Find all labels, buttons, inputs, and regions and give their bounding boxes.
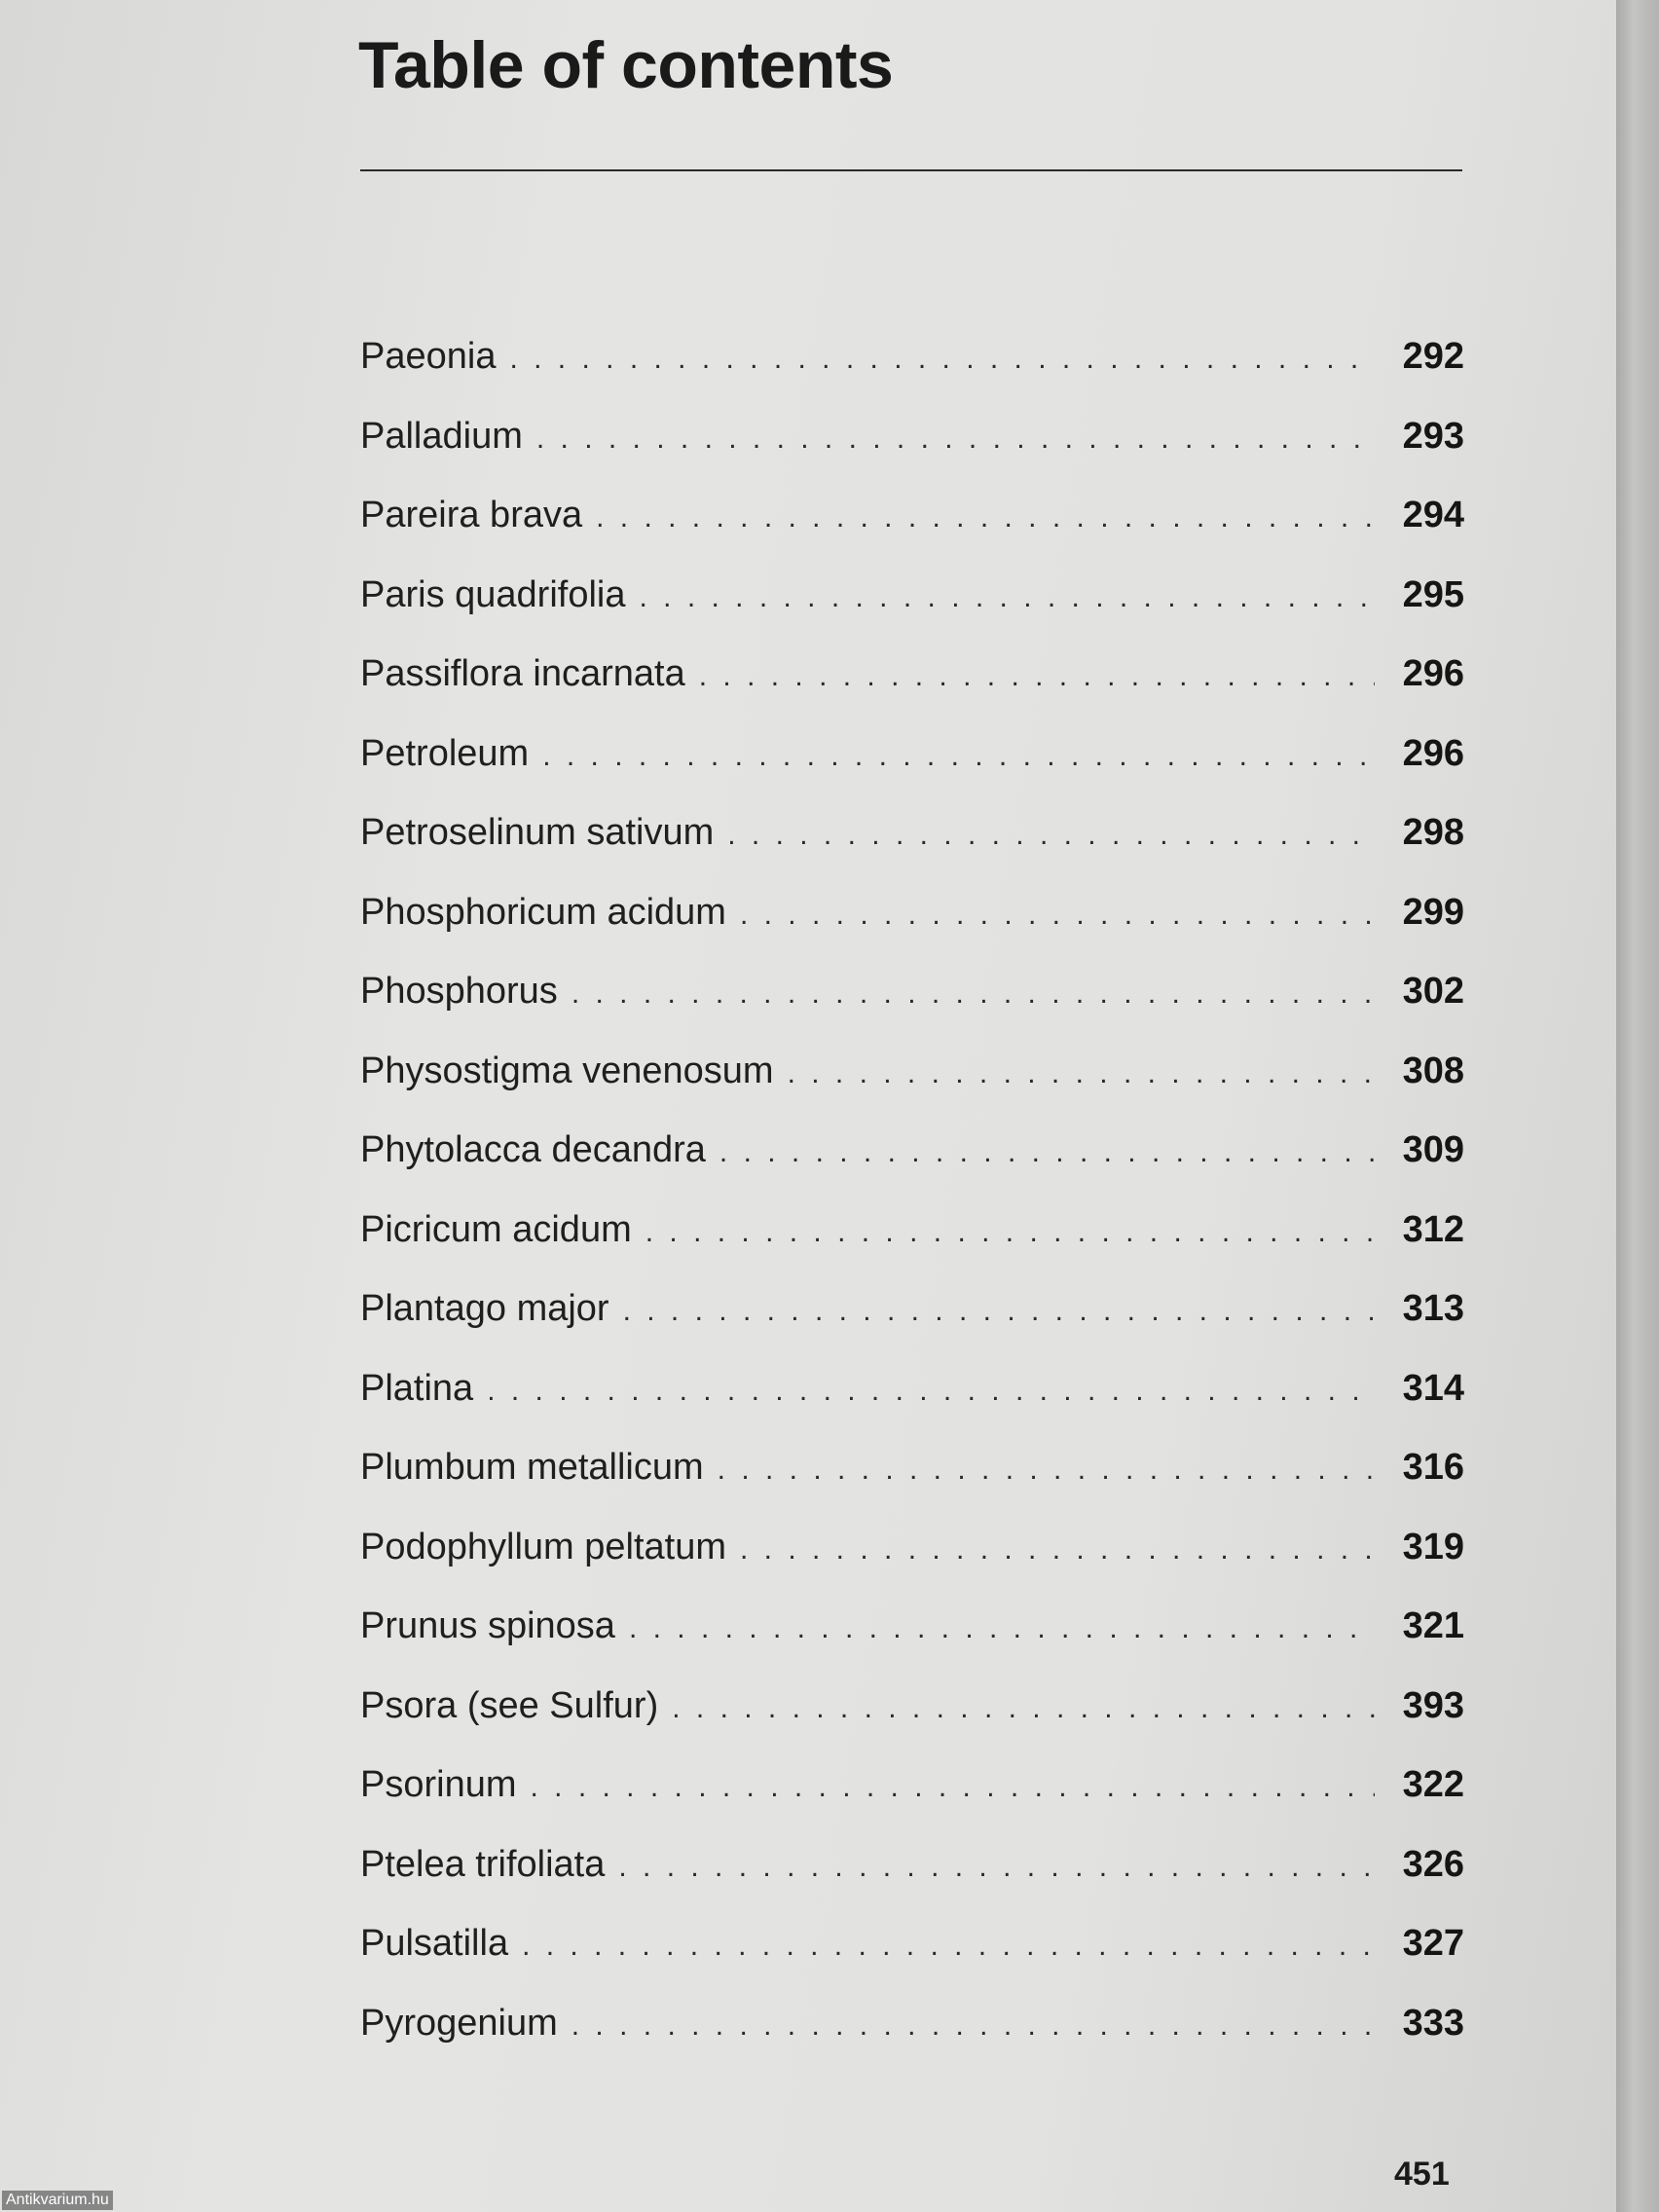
toc-entry xyxy=(360,1209,1464,1289)
toc-entry-page: 322 xyxy=(1402,1764,1464,1805)
toc-entry-name: Passiflora incarnata xyxy=(360,653,685,694)
toc-entry xyxy=(360,1685,1464,1765)
toc-leader-dots xyxy=(522,1930,1375,1963)
toc-entry-name: Pulsatilla xyxy=(360,1923,509,1964)
toc-entry-page: 313 xyxy=(1402,1288,1464,1329)
toc-entry xyxy=(360,812,1464,892)
toc-entry-name: Picricum acidum xyxy=(360,1208,632,1250)
toc-leader-dots xyxy=(618,1851,1375,1884)
toc-entry-page: 316 xyxy=(1402,1447,1464,1488)
toc-leader-dots xyxy=(719,1136,1375,1169)
toc-leader-dots xyxy=(672,1692,1375,1725)
toc-entry-name: Physostigma venenosum xyxy=(360,1050,774,1091)
toc-entry-name: Pyrogenium xyxy=(360,2002,558,2044)
toc-entry xyxy=(360,1288,1464,1368)
toc-entry-page: 321 xyxy=(1402,1605,1464,1646)
toc-entry-page: 296 xyxy=(1402,653,1464,694)
title-rule xyxy=(360,169,1462,171)
toc-entry xyxy=(360,1447,1464,1527)
toc-entry-page: 333 xyxy=(1402,2002,1464,2044)
toc-leader-dots xyxy=(629,1612,1375,1645)
toc-entry-name: Phytolacca decandra xyxy=(360,1129,706,1170)
toc-entry-name: Petroselinum sativum xyxy=(360,812,715,853)
toc-entry-page: 296 xyxy=(1402,732,1464,774)
toc-entry xyxy=(360,1605,1464,1685)
toc-entry-name: Podophyllum peltatum xyxy=(360,1526,726,1567)
toc-entry xyxy=(360,1844,1464,1924)
toc-entry-name: Phosphoricum acidum xyxy=(360,891,726,933)
toc-entry-page: 312 xyxy=(1402,1208,1464,1250)
toc-entry-name: Palladium xyxy=(360,415,523,457)
toc-entry-page: 295 xyxy=(1402,573,1464,615)
toc-entry xyxy=(360,495,1464,574)
toc-entry xyxy=(360,971,1464,1051)
toc-entry xyxy=(360,336,1464,416)
toc-entry-name: Plantago major xyxy=(360,1288,609,1329)
toc-entry xyxy=(360,892,1464,972)
toc-entry-name: Prunus spinosa xyxy=(360,1605,615,1646)
toc-entry-page: 294 xyxy=(1402,495,1464,535)
toc-entry xyxy=(360,653,1464,733)
toc-leader-dots xyxy=(536,423,1375,456)
toc-leader-dots xyxy=(571,2009,1375,2043)
toc-leader-dots xyxy=(740,1533,1375,1567)
toc-entry xyxy=(360,574,1464,654)
toc-leader-dots xyxy=(788,1057,1375,1090)
page-title: Table of contents xyxy=(358,28,894,102)
toc-entry-page: 308 xyxy=(1402,1050,1464,1091)
page-number: 451 xyxy=(1394,2156,1450,2193)
toc-entry-name: Psorinum xyxy=(360,1764,517,1805)
toc-entry-name: Phosphorus xyxy=(360,971,558,1012)
book-spine-edge xyxy=(1616,0,1659,2212)
toc-entry-name: Paris quadrifolia xyxy=(360,573,626,615)
toc-leader-dots xyxy=(509,343,1375,376)
toc-entry-page: 319 xyxy=(1402,1526,1464,1567)
toc-entry xyxy=(360,1368,1464,1448)
toc-leader-dots xyxy=(740,899,1375,932)
toc-entry-name: Psora (see Sulfur) xyxy=(360,1684,659,1726)
toc-leader-dots xyxy=(531,1771,1376,1804)
toc-entry xyxy=(360,1764,1464,1844)
toc-leader-dots xyxy=(645,1216,1375,1249)
toc-entry xyxy=(360,733,1464,813)
toc-entry-page: 302 xyxy=(1402,971,1464,1012)
toc-entry-page: 309 xyxy=(1402,1129,1464,1170)
toc-entry-page: 298 xyxy=(1402,812,1464,853)
toc-entry xyxy=(360,1527,1464,1606)
toc-leader-dots xyxy=(727,819,1375,852)
toc-leader-dots xyxy=(718,1454,1375,1487)
toc-entry-name: Ptelea trifoliata xyxy=(360,1843,606,1885)
toc-leader-dots xyxy=(487,1375,1375,1408)
toc-entry-name: Petroleum xyxy=(360,732,530,774)
toc-list xyxy=(360,336,1464,2082)
toc-entry xyxy=(360,1923,1464,2003)
toc-leader-dots xyxy=(639,581,1375,614)
watermark: Antikvarium.hu xyxy=(2,2191,113,2210)
toc-entry-page: 314 xyxy=(1402,1367,1464,1409)
toc-entry-page: 293 xyxy=(1402,415,1464,457)
toc-entry xyxy=(360,2003,1464,2083)
toc-entry xyxy=(360,1129,1464,1209)
toc-entry-name: Platina xyxy=(360,1367,474,1409)
toc-leader-dots xyxy=(699,660,1375,693)
toc-entry-name: Paeonia xyxy=(360,336,497,377)
toc-entry-name: Plumbum metallicum xyxy=(360,1447,704,1488)
toc-entry-name: Pareira brava xyxy=(360,495,583,535)
toc-entry-page: 326 xyxy=(1402,1843,1464,1885)
toc-leader-dots xyxy=(542,740,1375,773)
toc-entry-page: 393 xyxy=(1402,1684,1464,1726)
toc-entry-page: 299 xyxy=(1402,891,1464,933)
toc-entry-page: 292 xyxy=(1402,336,1464,377)
toc-entry xyxy=(360,1051,1464,1130)
toc-leader-dots xyxy=(571,977,1375,1011)
toc-entry xyxy=(360,416,1464,496)
toc-leader-dots xyxy=(623,1295,1375,1328)
toc-leader-dots xyxy=(596,501,1375,535)
toc-entry-page: 327 xyxy=(1402,1923,1464,1964)
